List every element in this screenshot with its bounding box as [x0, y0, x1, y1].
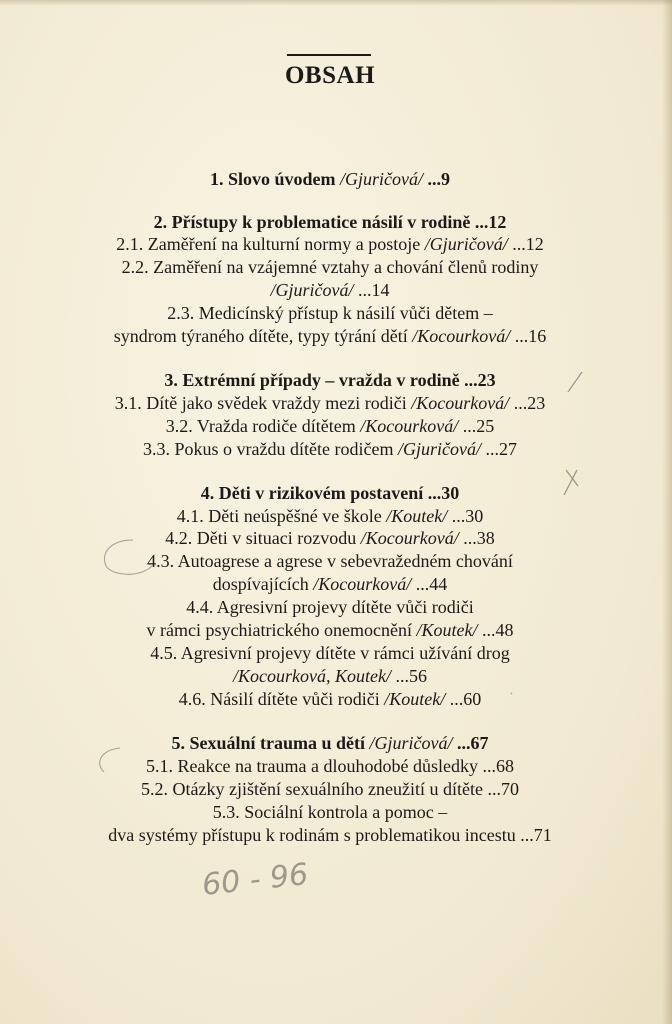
toc-entry-page: ...14: [353, 280, 390, 300]
toc-entry-5-2: 5.2. Otázky zjištění sexuálního zneužití u dítěte ...70: [141, 779, 519, 799]
toc-entry-author: /Koutek/: [416, 620, 478, 640]
toc-heading-4: 4. Děti v rizikovém postavení ...30: [200, 483, 460, 503]
toc-heading-3: 3. Extrémní případy – vražda v rodině ...23: [164, 370, 496, 390]
toc-entry-text: 4.2. Děti v situaci rozvodu: [165, 528, 361, 548]
toc-entry-page: ...38: [458, 528, 495, 548]
toc-entry-text: 3.1. Dítě jako svědek vraždy mezi rodiči: [114, 393, 412, 413]
toc-entry-page: ...67: [452, 733, 489, 753]
toc-entry-2-3-line1: 2.3. Medicínský přístup k násilí vůči dětem –: [167, 303, 493, 323]
toc-entry-2-2-line1: 2.2. Zaměření na vzájemné vztahy a chování členů rodiny: [121, 257, 539, 277]
toc-entry-author: /Koutek/: [384, 689, 446, 709]
toc-entry-author: /Kocourková, Koutek/: [233, 666, 391, 686]
toc-entry-text: 4.6. Násilí dítěte vůči rodiči: [178, 689, 385, 709]
toc-entry-1: [0, 168, 660, 190]
toc-entry-5-1: 5.1. Reakce na trauma a dlouhodobé důsledky ...68: [146, 756, 514, 776]
toc-entry-4-5-line2: [0, 665, 660, 687]
toc-entry-author: /Gjuričová/: [270, 280, 354, 300]
toc-entry-author: /Kocourková/: [313, 574, 412, 594]
toc-entry-2-3-line2: [0, 325, 660, 347]
toc-heading-2: 2. Přístupy k problematice násilí v rodině ...12: [153, 212, 507, 232]
toc-entry-text: 2.1. Zaměření na kulturní normy a postoje: [116, 234, 425, 254]
title-rule: [287, 54, 371, 56]
toc-entry-4-3-line1: 4.3. Autoagrese a agrese v sebevražedném chování: [147, 551, 513, 571]
toc-entry-text: syndrom týraného dítěte, typy týrání dětí: [113, 326, 413, 346]
toc-entry-4-5-line1: 4.5. Agresivní projevy dítěte v rámci užívání drog: [150, 643, 510, 663]
toc-entry-2-2-line2: [0, 279, 660, 301]
toc-entry-text: 3.3. Pokus o vraždu dítěte rodičem: [143, 439, 398, 459]
toc-entry-author: /Koutek/: [386, 506, 448, 526]
toc-entry-text: v rámci psychiatrického onemocnění: [146, 620, 417, 640]
toc-entry-2-1: [0, 233, 660, 255]
toc-entry-author: /Kocourková/: [412, 326, 511, 346]
toc-entry-page: ...23: [509, 393, 546, 413]
toc-entry-text: 5. Sexuální trauma u dětí: [171, 733, 370, 753]
toc-entry-page: ...44: [411, 574, 448, 594]
toc-entry-5-3-line1: 5.3. Sociální kontrola a pomoc –: [212, 802, 448, 822]
page-title: OBSAH: [284, 62, 376, 89]
toc-entry-page: ...16: [510, 326, 547, 346]
toc-entry-text: 1. Slovo úvodem: [209, 169, 341, 189]
toc-entry-page: ...12: [507, 234, 544, 254]
toc-entry-5-3-line2: dva systémy přístupu k rodinám s problematikou incestu ...71: [108, 825, 552, 845]
toc-entry-page: ...48: [477, 620, 514, 640]
toc-entry-page: ...9: [423, 169, 451, 189]
page-shadow-top: [0, 0, 672, 6]
toc-entry-page: ...25: [458, 416, 495, 436]
toc-entry-page: ...27: [480, 439, 517, 459]
handwritten-page-range: 60 - 96: [200, 857, 310, 903]
toc-entry-text: 4.1. Děti neúspěšné ve škole: [176, 506, 387, 526]
toc-entry-text: 3.2. Vražda rodiče dítětem: [165, 416, 361, 436]
toc-entry-3-1: [0, 392, 660, 414]
toc-entry-author: /Gjuričová/: [340, 169, 424, 189]
page-shadow-right: [662, 0, 672, 1024]
toc-entry-page: ...56: [390, 666, 427, 686]
toc-entry-text: dospívajících: [212, 574, 314, 594]
toc-entry-author: /Gjuričová/: [424, 234, 508, 254]
toc-entry-author: /Kocourková/: [411, 393, 510, 413]
toc-entry-page: ...60: [445, 689, 482, 709]
toc-entry-author: /Gjuričová/: [397, 439, 481, 459]
toc-entry-4-3-line2: [0, 573, 660, 595]
toc-heading-5: [0, 732, 660, 754]
toc-entry-3-2: [0, 415, 660, 437]
toc-entry-author: /Kocourková/: [360, 528, 459, 548]
toc-entry-4-2: [0, 527, 660, 549]
toc-entry-4-4-line1: 4.4. Agresivní projevy dítěte vůči rodiči: [186, 597, 474, 617]
toc-entry-4-4-line2: [0, 619, 660, 641]
toc-entry-page: ...30: [447, 506, 484, 526]
toc-entry-4-1: [0, 505, 660, 527]
toc-entry-author: /Gjuričová/: [369, 733, 453, 753]
toc-entry-author: /Kocourková/: [360, 416, 459, 436]
toc-entry-3-3: [0, 438, 660, 460]
toc-entry-4-6: [0, 688, 660, 710]
